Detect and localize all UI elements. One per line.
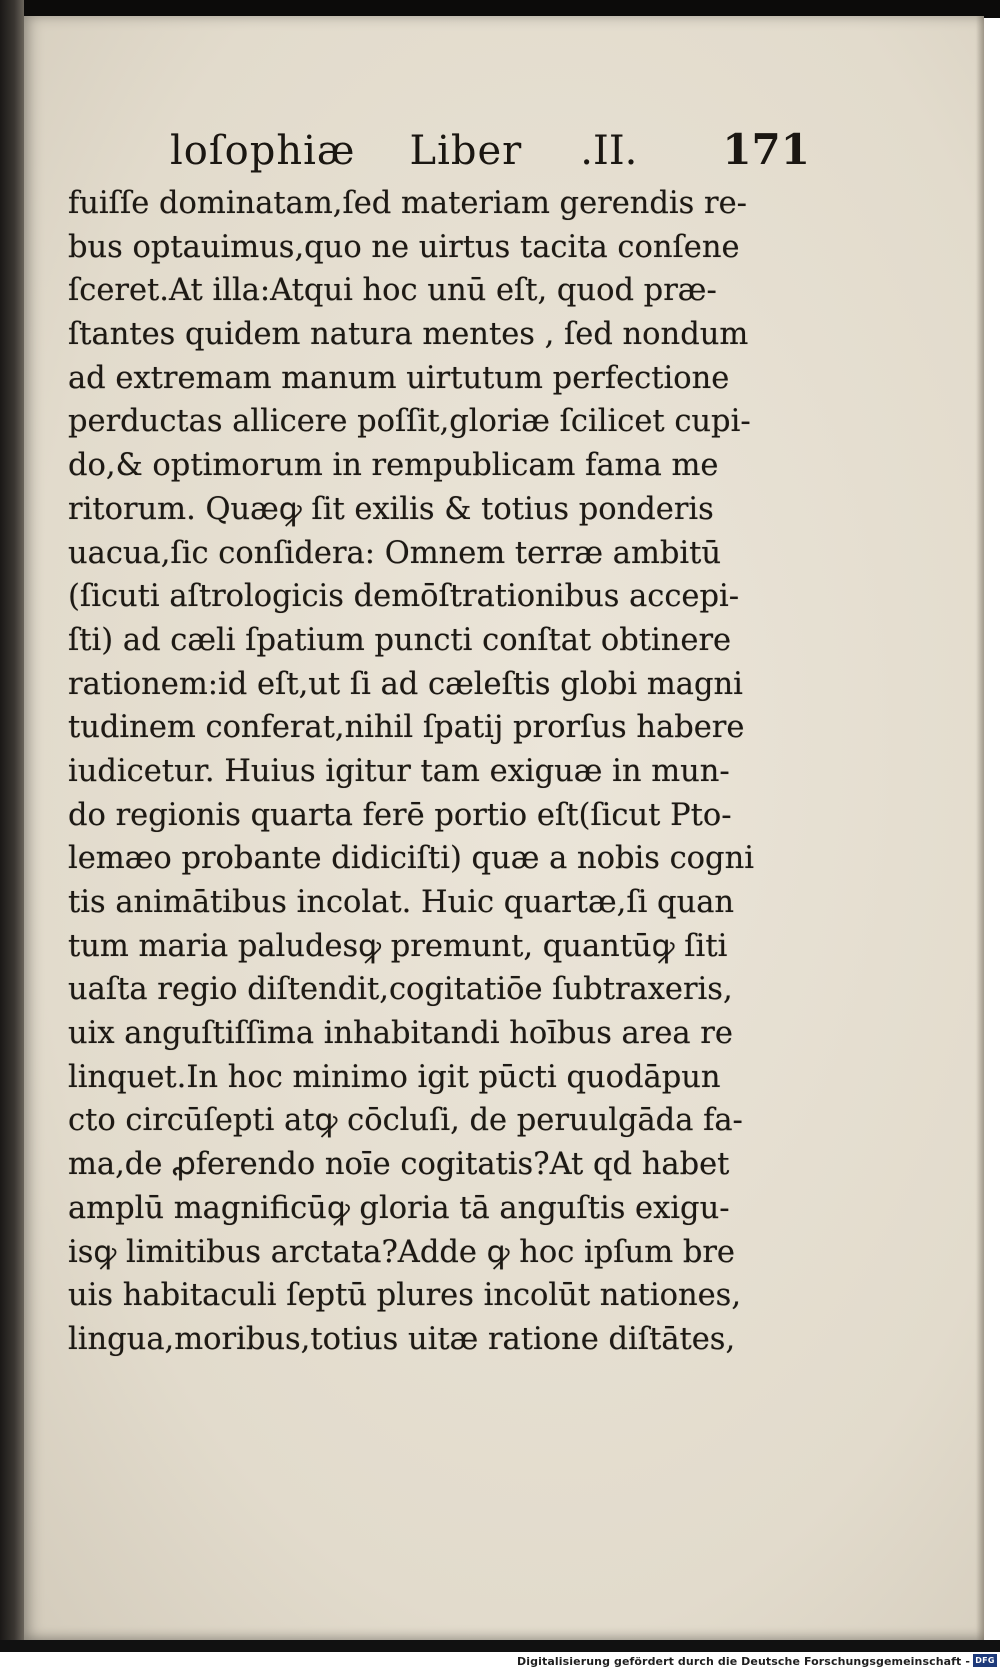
running-head-book-number: .II. [580, 128, 638, 174]
text-line: lemæo probante didiciſti) quæ a nobis cogni [68, 841, 754, 877]
text-line: uis habitaculi ſeptū plures incolūt nationes, [68, 1278, 742, 1314]
page-number: 171 [722, 125, 810, 174]
body-text [68, 182, 813, 1362]
running-head [170, 125, 810, 185]
running-head-liber: Liber [409, 128, 523, 174]
text-line: ſtantes quidem natura mentes , ſed nondum [68, 317, 749, 353]
text-line: uacua,ſic conſidera: Omnem terræ ambitū [68, 535, 722, 571]
text-line: ritorum. Quæꝙ ſit exilis & totius ponderis [68, 491, 714, 527]
running-head-title: loſophiæ [170, 128, 356, 174]
text-line: (ſicuti aſtrologicis demōſtrationibus accepi- [68, 579, 740, 615]
funding-credit: Digitalisierung gefördert durch die Deutsche Forschungsgemeinschaft - [517, 1655, 970, 1668]
text-line: tudinem conferat,nihil ſpatij prorſus habere [68, 710, 745, 746]
text-line: uaſta regio diſtendit,cogitatiōe ſubtraxeris, [68, 972, 733, 1008]
text-line: ma,de ꝓferendo noīe cogitatis?At qd habet [68, 1147, 730, 1183]
book-binding-edge [0, 0, 24, 1673]
text-line: do regionis quarta ferē portio eſt(ſicut Pto- [68, 797, 732, 833]
page-edge-shadow [976, 16, 984, 1640]
dfg-logo-icon: DFG [973, 1654, 997, 1667]
text-line: uix anguſtiſſima inhabitandi hoībus area re [68, 1016, 733, 1052]
text-line: tis animātibus incolat. Huic quartæ,ſi quan [68, 885, 735, 920]
text-line: perductas allicere poſſit,gloriæ ſcilicet cupi- [68, 404, 751, 440]
text-line: linquet.In hoc minimo igit pūcti quodāpun [68, 1059, 721, 1095]
text-line: do,& optimorum in rempublicam fama me [68, 448, 719, 484]
text-line: ad extremam manum uirtutum perfectione [68, 360, 730, 396]
text-line: bus optauimus,quo ne uirtus tacita conſene [68, 229, 740, 265]
text-line: cto circūſepti atꝙ cōcluſi, de peruulgāda fa- [68, 1103, 743, 1139]
text-line: ſti) ad cæli ſpatium puncti conſtat obtinere [68, 622, 732, 658]
text-line: tum maria paludesꝙ premunt, quantūꝙ ſiti [68, 928, 728, 964]
text-line: amplū magnificūꝙ gloria tā anguſtis exigu- [68, 1190, 730, 1226]
text-line: fuiſſe dominatam,ſed materiam gerendis re- [68, 186, 747, 221]
text-line: lingua,moribus,totius uitæ ratione diſtātes, [68, 1321, 736, 1357]
scan-bottom-edge [0, 1640, 1000, 1652]
text-line: iudicetur. Huius igitur tam exiguæ in mun- [68, 753, 730, 789]
text-line: isꝙ limitibus arctata?Adde ꝙ hoc ipſum bre [68, 1234, 735, 1270]
text-line: rationem:id eſt,ut ſi ad cæleſtis globi magni [68, 666, 743, 702]
text-line: ſceret.At illa:Atqui hoc unū eſt, quod præ- [68, 273, 717, 309]
